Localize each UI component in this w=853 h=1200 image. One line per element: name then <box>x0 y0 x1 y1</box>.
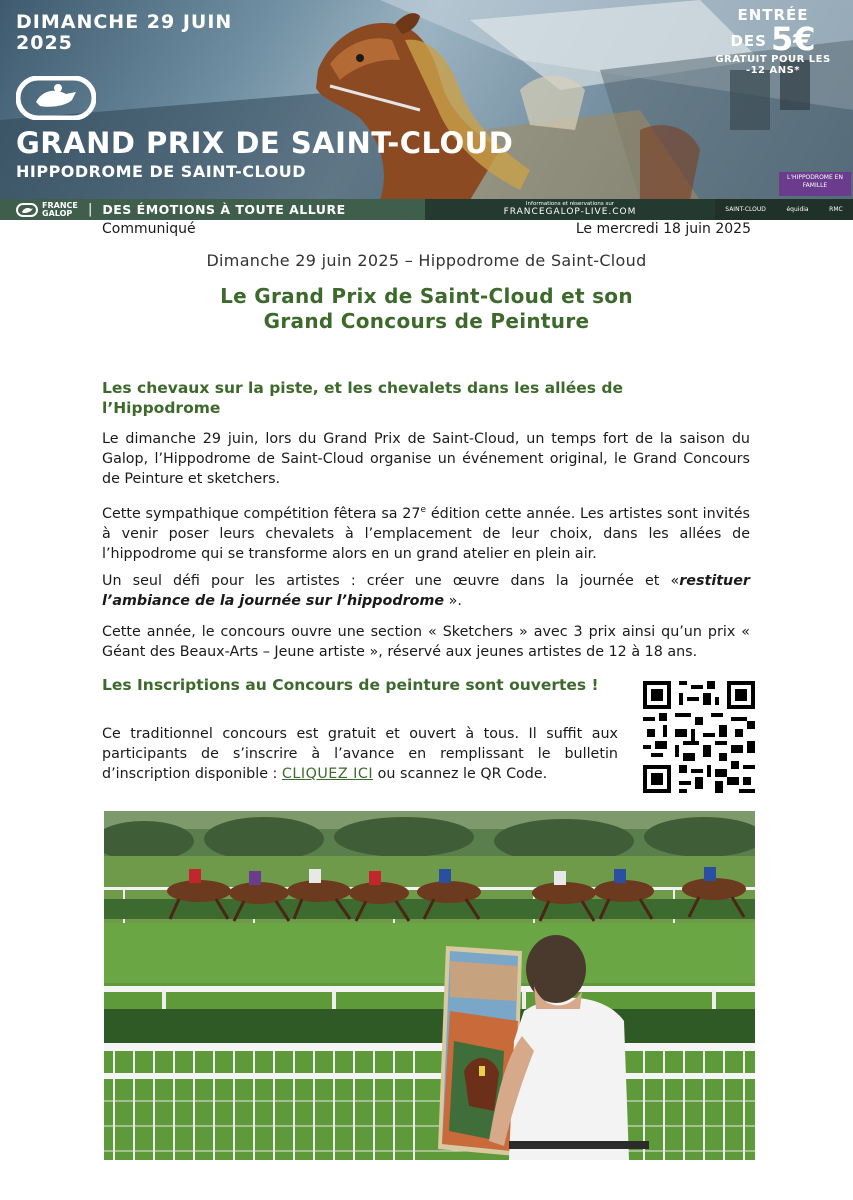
entry-price: 5€ <box>770 20 816 58</box>
famille-badge: L'HIPPODROME EN FAMILLE <box>779 172 851 196</box>
slogan: DES ÉMOTIONS À TOUTE ALLURE <box>102 202 346 217</box>
section2-paragraph: Ce traditionnel concours est gratuit et ouvert à tous. Il suffit aux participants de s’inscrire à l’avance en remplissant le bulletin d’inscription disponible : CLIQUEZ ICI ou scannez le QR Code. <box>102 726 618 782</box>
banner-date: DIMANCHE 29 JUIN 2025 <box>16 11 233 54</box>
banner-title: GRAND PRIX DE SAINT-CLOUD <box>16 126 514 160</box>
register-link[interactable]: CLIQUEZ ICI <box>281 766 374 782</box>
section2-heading: Les Inscriptions au Concours de peinture sont ouvertes ! <box>102 676 599 694</box>
section1-paragraph-3: Un seul défi pour les artistes : créer une œuvre dans la journée et «restituer l’ambiance de la journée sur l’hippodrome ». <box>102 573 750 609</box>
france-galop-icon <box>16 203 38 217</box>
partner-logo-saint-cloud: SAINT-CLOUD <box>725 206 766 213</box>
entree-label: ENTRÉE <box>737 6 809 24</box>
section1-heading: Les chevaux sur la piste, et les chevalets dans les allées de l’Hippodrome <box>102 379 623 417</box>
banner-subtitle: HIPPODROME DE SAINT-CLOUD <box>16 162 306 181</box>
bar-divider: | <box>88 202 93 217</box>
entree-des-label: DES <box>730 32 767 50</box>
main-title <box>0 284 853 334</box>
france-galop-logo <box>16 202 78 218</box>
qr-code-icon[interactable] <box>643 681 755 793</box>
document-date: Le mercredi 18 juin 2025 <box>575 221 751 237</box>
entry-price-block <box>693 6 833 76</box>
main-title-line-2: Grand Concours de Peinture <box>263 309 590 333</box>
document-type: Communiqué <box>102 221 196 237</box>
partner-logo-rmc: RMC <box>829 206 843 213</box>
event-banner <box>0 0 853 220</box>
info-small-text: Informations et réservations sur <box>525 201 615 207</box>
racecourse-painter-photo <box>104 811 755 1160</box>
section1-paragraph-2: Cette sympathique compétition fêtera sa 27e édition cette année. Les artistes sont invités à venir poser leurs chevalets à l’emplacement de leur choix, dans les allées de l’hippodrome qui se transforme alors en un grand atelier en plein air. <box>102 505 750 562</box>
event-line: Dimanche 29 juin 2025 – Hippodrome de Saint-Cloud <box>206 251 647 270</box>
main-title-line-1: Le Grand Prix de Saint-Cloud et son <box>220 284 633 308</box>
entree-note: GRATUIT POUR LES -12 ANS* <box>715 54 831 76</box>
france-galop-text: FRANCE GALOP <box>42 200 78 218</box>
grand-prix-logo-icon <box>16 76 96 120</box>
banner-bottom-bar <box>0 199 853 220</box>
section1-paragraph-4: Cette année, le concours ouvre une section « Sketchers » avec 3 prix ainsi qu’un prix « Géant des Beaux-Arts – Jeune artiste », réservé aux jeunes artistes de 12 à 18 ans. <box>102 624 750 660</box>
website-link[interactable]: FRANCEGALOP-LIVE.COM <box>503 207 637 217</box>
partner-logo-equidia: équidia <box>786 206 809 213</box>
section1-paragraph-1: Le dimanche 29 juin, lors du Grand Prix de Saint-Cloud, un temps fort de la saison du Galop, l’Hippodrome de Saint-Cloud organise un événement original, le Grand Concours de Peinture et sketchers. <box>102 431 750 487</box>
